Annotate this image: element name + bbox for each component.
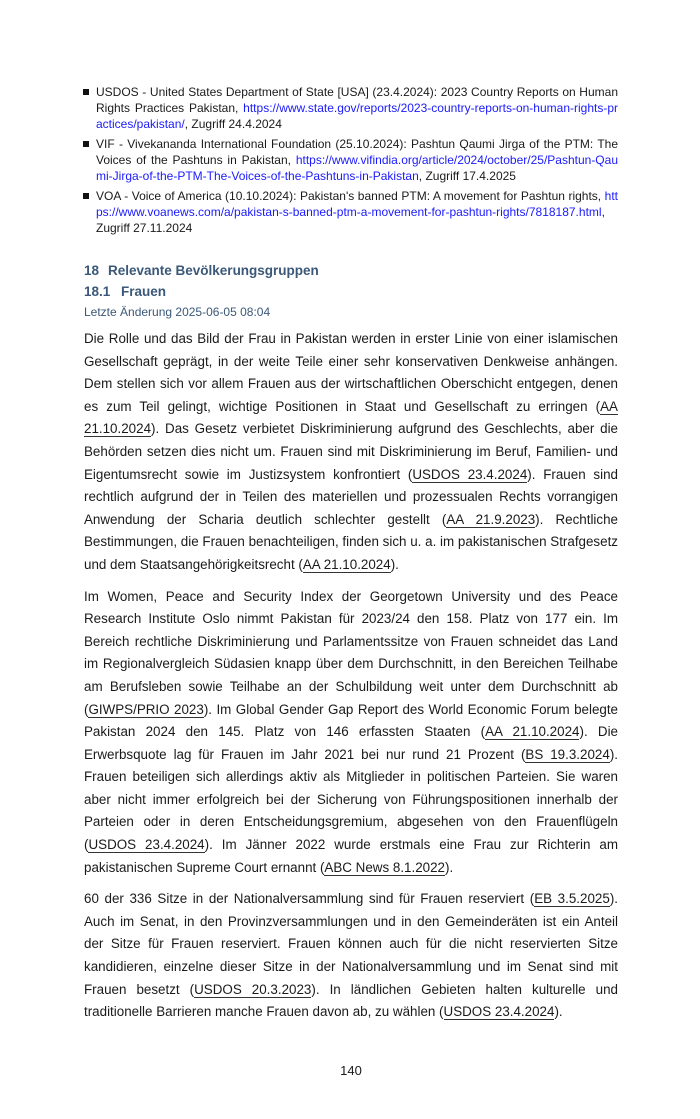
paragraph-text: ).: [390, 556, 399, 572]
citation-link[interactable]: USDOS 23.4.2024: [412, 466, 528, 482]
paragraph-text: ). Das Gesetz verbietet Diskriminierung aufgrund des Geschlechts, aber die Behörden setzen dies nicht um. Frauen sind mit Diskriminierung im Beruf, Familien- und Eigentumsrecht sowie im Justizsystem konfrontiert (: [84, 421, 618, 482]
reference-item: [96, 84, 618, 132]
reference-access-date: , Zugriff 27.11.2024: [96, 205, 605, 235]
paragraph-text: Im Women, Peace and Security Index der Georgetown University und des Peace Research Institute Oslo nimmt Pakistan für 2023/24 den 158. Platz von 177 ein. Im Bereich rechtliche Diskriminierung und Parlamentssitze von Frauen schneidet das Land im Regionalvergleich Südasien knapp über dem Durchschnitt, in den Bereichen Teilhabe am Berufsleben sowie Teilhabe an der Schulbildung weit unter dem Durchschnitt ab (: [84, 588, 618, 717]
citation-link[interactable]: GIWPS/PRIO 2023: [88, 701, 204, 717]
citation-link[interactable]: ABC News 8.1.2022: [324, 859, 446, 875]
section-title: Relevante Bevölkerungsgruppen: [108, 263, 319, 278]
subsection-number: 18.1: [84, 284, 111, 299]
reference-link[interactable]: https://www.state.gov/reports/2023-country-reports-on-human-rights-practices/pakistan/: [96, 101, 618, 131]
section-heading: [84, 262, 618, 280]
paragraph: [84, 888, 618, 1024]
citation-link[interactable]: AA 21.10.2024: [84, 398, 618, 437]
paragraph-text: ). Frauen sind rechtlich aufgrund der in Teilen des materiellen und prozessualen Rechts vorrangigen Anwendung der Scharia deutlich schlechter gestellt (: [84, 466, 618, 527]
body-text: [84, 328, 618, 1033]
citation-link[interactable]: BS 19.3.2024: [525, 746, 610, 762]
citation-link[interactable]: AA 21.10.2024: [485, 724, 580, 740]
paragraph-text: ). Rechtliche Bestimmungen, die Frauen benachteiligen, finden sich u. a. im pakistanischen Strafgesetz und dem Staatsangehörigkeitsrecht (: [84, 511, 619, 572]
citation-link[interactable]: USDOS 23.4.2024: [88, 837, 205, 853]
bullet-icon: [83, 193, 89, 199]
section-number: 18: [84, 263, 100, 278]
paragraph: [84, 328, 618, 577]
paragraph-text: ).: [445, 859, 454, 875]
reference-text: VIF - Vivekananda International Foundation (25.10.2024): Pashtun Qaumi Jirga of the PTM: The Voices of the Pashtuns in Pakistan,: [96, 137, 618, 167]
reference-item: [96, 136, 618, 184]
bullet-icon: [83, 141, 89, 147]
reference-access-date: , Zugriff 17.4.2025: [418, 169, 516, 183]
paragraph-text: Die Rolle und das Bild der Frau in Pakistan werden in erster Linie von einer islamischen Gesellschaft geprägt, in der weite Teile einer sehr konservativen Denkweise anhängen. Dem stellen sich vor allem Frauen aus der wirtschaftlichen Oberschicht entgegen, denen es zum Teil gelingt, wichtige Positionen in Staat und Gesellschaft zu erringen (: [84, 331, 618, 414]
reference-access-date: , Zugriff 24.4.2024: [184, 117, 282, 131]
reference-text: USDOS - United States Department of State [USA] (23.4.2024): 2023 Country Reports on Human Rights Practices Pakistan,: [96, 85, 618, 115]
paragraph-text: ). Die Erwerbsquote lag für Frauen im Jahr 2021 bei nur rund 21 Prozent (: [84, 724, 618, 762]
reference-text: VOA - Voice of America (10.10.2024): Pakistan's banned PTM: A movement for Pashtun rights,: [96, 189, 605, 203]
page-number: 140: [340, 1062, 362, 1078]
paragraph-text: ). Frauen beteiligen sich allerdings aktiv als Mitglieder in politischen Parteien. Sie waren aber nicht immer erfolgreich bei der Sicherung von Führungspositionen innerhalb der Parteien oder in deren Entscheidungsgremium, abgesehen von den Frauenflügeln (: [84, 746, 618, 853]
paragraph-text: 60 der 336 Sitze in der Nationalversammlung sind für Frauen reserviert (: [84, 891, 535, 907]
subsection-heading: [84, 283, 618, 301]
paragraph-text: ).: [554, 1004, 563, 1020]
reference-item: [96, 188, 618, 236]
paragraph-text: ). Im Global Gender Gap Report des World Economic Forum belegte Pakistan 2024 den 145. Platz von 146 erfassten Staaten (: [84, 701, 619, 740]
last-change: Letzte Änderung 2025-06-05 08:04: [84, 305, 271, 319]
paragraph-text: ). In ländlichen Gebieten halten kulturelle und traditionelle Barrieren manche Frauen davon ab, zu wählen (: [84, 981, 618, 1020]
citation-link[interactable]: USDOS 23.4.2024: [443, 1004, 555, 1020]
citation-link[interactable]: AA 21.9.2023: [446, 511, 536, 527]
citation-link[interactable]: EB 3.5.2025: [534, 891, 610, 907]
reference-list: [96, 84, 618, 240]
paragraph-text: ). Auch im Senat, in den Provinzversammlungen und in den Gemeinderäten ist ein Anteil der Sitze für Frauen reserviert. Frauen können auch für die nicht reservierten Sitze kandidieren, einzelne dieser Sitze in der Nationalversammlung und im Senat sind mit Frauen besetzt (: [84, 891, 618, 997]
reference-link[interactable]: https://www.voanews.com/a/pakistan-s-banned-ptm-a-movement-for-pashtun-rights/7818187.html: [96, 189, 618, 219]
paragraph: [84, 586, 618, 880]
citation-link[interactable]: AA 21.10.2024: [302, 556, 391, 572]
citation-link[interactable]: USDOS 20.3.2023: [194, 981, 312, 997]
bullet-icon: [83, 89, 89, 95]
subsection-title: Frauen: [121, 284, 167, 299]
reference-link[interactable]: https://www.vifindia.org/article/2024/october/25/Pashtun-Qaumi-Jirga-of-the-PTM-The-Voices-of-the-Pashtuns-in-Pakistan: [96, 153, 618, 183]
paragraph-text: ). Im Jänner 2022 wurde erstmals eine Frau zur Richterin am pakistanischen Supreme Court ernannt (: [84, 837, 618, 875]
